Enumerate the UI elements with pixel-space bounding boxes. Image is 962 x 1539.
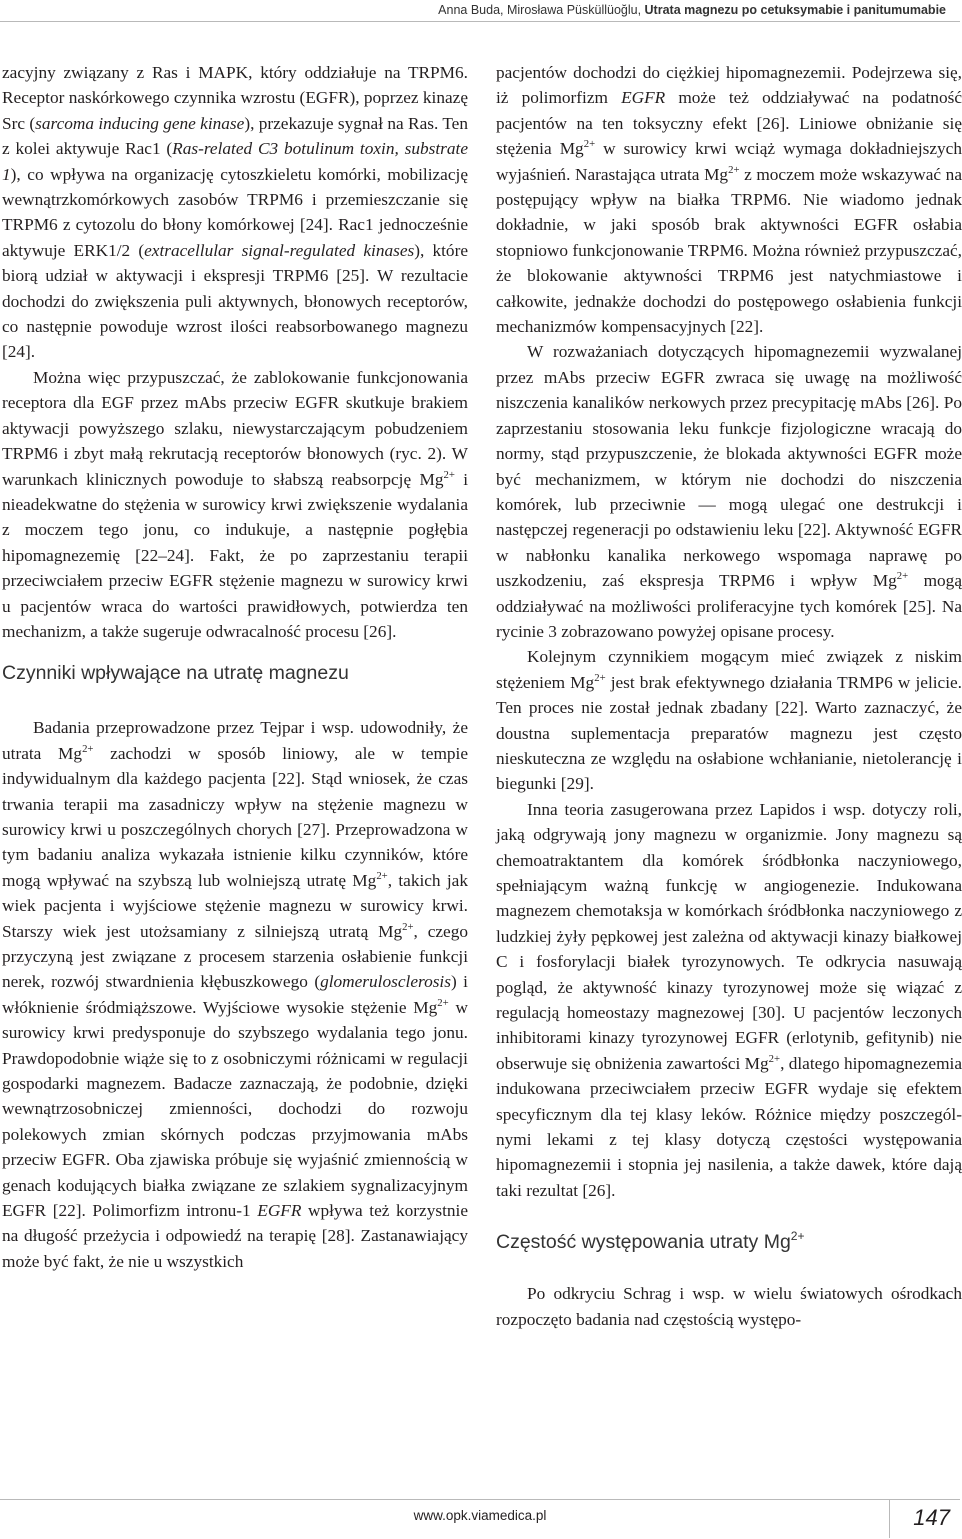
- text-run: w surowicy krwi wciąż wymaga dokładniejszych wyjaśnień. Narastająca utrata Mg: [496, 139, 962, 184]
- superscript-charge: 2+: [402, 920, 414, 933]
- running-header: [0, 0, 960, 22]
- footer-journal-url: www.opk.viamedica.pl: [413, 1508, 547, 1523]
- superscript-charge: 2+: [82, 742, 94, 755]
- superscript-charge: 2+: [728, 163, 740, 176]
- italic-term: EGFR: [621, 88, 666, 108]
- italic-term: EGFR: [257, 1201, 302, 1221]
- text-run: Częstość występowania utraty Mg: [496, 1231, 791, 1254]
- text-run: może też oddziaływać na podatność pacjentów na ten toksyczny efekt [26]. Liniowe obniżanie się stężenia Mg: [496, 88, 962, 159]
- text-run: ), co wpływa na organizację cytoszkieletu komórki, mobilizację wewnątrzkomórkowych zasobów TRPM6 i przemieszczanie się TRPM6 z cytozolu do błony komórkowej [24]. Rac1 jednocześnie aktywuje ERK1/2 (: [2, 164, 468, 260]
- right-column: [496, 60, 962, 1332]
- superscript-charge: 2+: [896, 570, 909, 583]
- paragraph: [496, 339, 962, 644]
- running-header-text: [438, 3, 946, 17]
- superscript-charge: 2+: [583, 138, 596, 151]
- text-run: ), przekazuje sygnał na Ras. Ten z kolei aktywuje Rac1 (: [2, 113, 468, 159]
- header-article-title: Utrata magnezu po cetuksymabie i panitumumabie: [644, 3, 946, 17]
- text-run: Kolejnym czynnikiem mogącym mieć związek z niskim stężeniem Mg: [496, 647, 962, 692]
- text-run: jest brak efektywnego działania TRMP6 w jelicie. Ten proces nie został jednak zbadany [22]. Warto zaznaczyć, że doustna suplementacja preparatów magnezu jest często nieskuteczna ze względu na osłabione wchłanianie, nietolerancję i biegunki [29].: [496, 672, 962, 794]
- superscript-charge: 2+: [376, 869, 388, 882]
- italic-term: glomerulosclerosis: [320, 972, 451, 992]
- text-run: , dlatego hipomagnezemia indukowana przeciwciałem przeciw EGFR wydaje się efektem specyficznym dla tej klasy leków. Różnice między poszczególnymi lekami z tej klasy dotyczą częstości występowania hipomagnezemii i stopnia jej nasilenia, a także dawek, które dają taki rezultat [26].: [496, 1053, 962, 1200]
- superscript-charge: 2+: [790, 1229, 805, 1244]
- superscript-charge: 2+: [437, 996, 449, 1009]
- section-heading-magnesium-loss-factors: Czynniki wpływające na utratę magnezu: [2, 662, 349, 685]
- paragraph: [496, 60, 962, 339]
- text-run: z moczem może wskazywać na postępujący wpływ na białka TRPM6. Nie wiadomo jednak dokładnie, w jaki sposób brak aktywności EGFR osłabia stopniowo funkcjonowanie TRPM6. Można również przypuszczać, że blokowanie aktywności TRPM6 jest natychmiastowe i całkowite, jednakże dochodzi do postępowego osłabienia funkcji mechanizmów kompensacyjnych [22].: [496, 164, 962, 337]
- text-run: ), które biorą udział w aktywacji i ekspresji TRPM6 [25]. W rezultacie dochodzi do zwiększenia puli aktywnych, błonowych receptorów, co następnie powoduje wzrost ilości reabsorbowanego magnezu [24].: [2, 240, 469, 362]
- paragraph: [496, 797, 962, 1204]
- paragraph: [496, 1281, 962, 1332]
- paragraph: [2, 60, 468, 365]
- text-run: zachodzi w sposób liniowy, ale w tempie indywidualnym dla każdego pacjenta [22]. Stąd wniosek, że czas trwania terapii ma zasadniczy wpływ na stężenie magnezu w surowicy krwi u poszczególnych chorych [27]. Przeprowadzona w tym badaniu analiza wykazała istnienie kilku czynników, które mogą wpływać na szybszą lub wolniejszą utratę Mg: [2, 743, 468, 890]
- italic-term: sarcoma inducing gene kinase: [35, 113, 245, 133]
- text-run: Można więc przypuszczać, że zablokowanie funkcjonowania receptora dla EGF przez mAbs przeciw EGFR skutkuje brakiem aktywacji powyższego szlaku, niewystarczającym pobudzeniem TRPM6 i zbyt małą rekrutacją receptorów błonowych (ryc. 2). W warunkach klinicznych powoduje to słabszą reabsorpcję Mg: [2, 367, 468, 489]
- text-run: zacyjny związany z Ras i MAPK, który oddziałuje na TRPM6. Receptor naskórkowego czynnika wzrostu (EGFR), poprzez kinazę Src (: [2, 63, 468, 133]
- footer-rule: [0, 1499, 960, 1500]
- text-run: Inna teoria zasugerowana przez Lapidos i wsp. dotyczy roli, jaką odgrywają jony magnezu w organizmie. Jony magnezu są chemoatraktantem dla komórek śródbłonka naczyniowego, spełniającym ważną funkcję w angiogenezie. Indukowana magnezem chemotaksja w komórkach śródbłonka naczyniowego z ludzkiej żyły pępkowej jest zależna od aktywacji kinazy białkowej C i fosforylacji białek tyrozynowych. Te odkrycia nasuwają pogląd, że aktywność kinazy tyrozynowej może się wiązać z regulacją homeostazy magnezowej [30]. U pacjentów leczonych inhibitorami kinazy tyrozynowej EGFR (erlotynib, gefitynib) nie obserwuje się obniżenia zawartości Mg: [496, 799, 962, 1073]
- text-run: mogą oddziaływać na możliwości proliferacyjne tych komórek [25]. Na rycinie 3 zobrazowano powyżej opisane procesy.: [496, 571, 962, 641]
- text-run: , czego przyczyną jest związane z procesem starzenia osłabienie funkcji nerek, rozwój stwardnienia kłębuszkowego (: [2, 921, 468, 992]
- text-run: , takich jak wiek pacjenta i wyjściowe stężenie magnezu w surowicy krwi. Starszy wiek jest utożsamiany z silniejszą utratą Mg: [2, 870, 468, 941]
- text-run: i nieadekwatne do stężenia w surowicy krwi zwiększenie wydalania z moczem tego jonu, co indukuje, a następnie pogłębia hipomagnezemię [22–24]. Fakt, że po zaprzestaniu terapii przeciwciałem przeciw EGFR stężenie magnezu w surowicy krwi u pacjentów wraca do wartości prawidłowych, potwierdza ten mechanizm, a także sugeruje odwracalność procesu [26].: [2, 469, 468, 641]
- text-run: pacjentów dochodzi do ciężkiej hipomagnezemii. Podejrzewa się, iż polimorfizm: [496, 63, 962, 108]
- left-column: [2, 60, 468, 1274]
- text-run: ) i włóknienie śródmiąższowe. Wyjściowe wysokie stężenie Mg: [2, 972, 468, 1017]
- section-heading-incidence: [496, 1229, 962, 1255]
- text-run: w surowicy krwi predysponuje do szybszego wydalania tego jonu. Prawdopodobnie wiąże się to z osobniczymi różnicami w regulacji gospodarki magnezem. Badacze zaznaczają, że podobnie, dzięki wewnątrzosobniczej zmienności, dochodzi do rozwoju polekowych zmian skórnych podczas przyjmowania mAbs przeciw EGFR. Oba zjawiska próbuje się wyjaśnić zmiennością w genach kodujących białka związane ze szlakiem sygnalizacyjnym EGFR [22]. Polimorfizm intronu-1: [2, 997, 468, 1221]
- text-run: wpływa też korzystnie na długość przeżycia i odpowiedź na terapię [28]. Zastanawiający może być fakt, że nie u wszystkich: [2, 1201, 468, 1271]
- paragraph: [2, 365, 468, 644]
- superscript-charge: 2+: [768, 1052, 781, 1065]
- text-run: Po odkryciu Schrag i wsp. w wielu światowych ośrodkach rozpoczęto badania nad częstością występo-: [496, 1284, 962, 1329]
- text-run: Badania przeprowadzone przez Tejpar i wsp. udowodniły, że utrata Mg: [2, 718, 468, 763]
- italic-term: extracellular signal-regulated kinases: [144, 240, 415, 260]
- text-run: W rozważaniach dotyczących hipomagnezemii wyzwalanej przez mAbs przeciw EGFR zwraca się uwagę na możliwość niszczenia kanalików nerkowych przez precypitację mAbs [26]. Po zaprzestaniu stosowania leku funkcje fizjologiczne wracają do normy, stąd przypuszczenie, że blokada aktywności EGFR może być mechanizmem, w którym nie dochodzi do niszczenia komórek, lub przeciwnie — mogą ulegać one destrukcji i następczej regeneracji po odstawieniu leku [22]. Aktywność EGFR w nabłonku kanalika nerkowego wspomaga naprawę po uszkodzeniu, zaś ekspresja TRPM6 i wpływ Mg: [496, 342, 962, 591]
- paragraph: [496, 644, 962, 796]
- paragraph: [2, 715, 468, 1274]
- italic-term: Ras-related C3 botulinum toxin, substrate 1: [2, 139, 468, 184]
- header-authors: Anna Buda, Mirosława Püsküllüoğlu,: [438, 3, 645, 17]
- superscript-charge: 2+: [594, 671, 606, 684]
- page-number: 147: [889, 1500, 950, 1538]
- superscript-charge: 2+: [443, 468, 455, 481]
